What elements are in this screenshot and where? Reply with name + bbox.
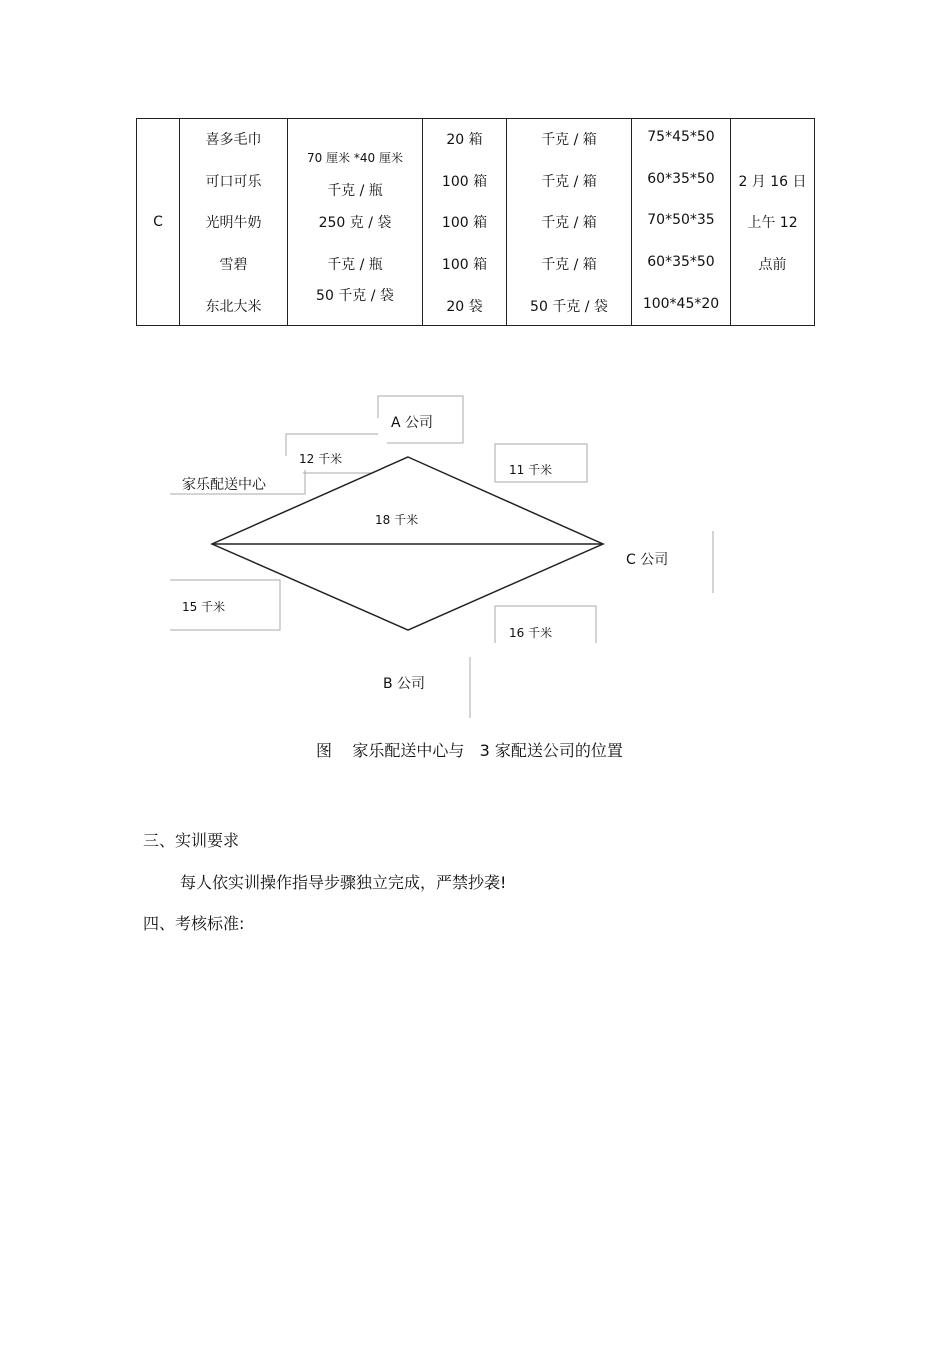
unit-item: 千克 / 箱 — [541, 174, 597, 190]
location-diagram — [0, 380, 950, 730]
c-company-label: C 公司 — [626, 552, 669, 568]
size-cell — [632, 119, 731, 326]
spec-item: 250 克 / 袋 — [318, 215, 392, 231]
section4-title: 四、考核标准: — [143, 914, 245, 933]
qty-item: 100 箱 — [441, 257, 488, 273]
dist-15-label: 15 千米 — [182, 600, 226, 614]
qty-cell — [423, 119, 507, 326]
dist-12-label: 12 千米 — [299, 452, 343, 466]
goods-item: 东北大米 — [205, 299, 262, 315]
size-item: 100*45*20 — [642, 296, 720, 312]
spec-cell — [288, 119, 423, 326]
a-company-label: A 公司 — [391, 415, 434, 431]
group-cell — [137, 119, 180, 326]
center-label: 家乐配送中心 — [182, 477, 266, 493]
dist-16-label: 16 千米 — [509, 626, 553, 640]
dist-11-label: 11 千米 — [509, 463, 553, 477]
section3-title: 三、实训要求 — [143, 831, 240, 850]
size-item: 70*50*35 — [647, 212, 715, 228]
figure-caption: 图 家乐配送中心与 3 家配送公司的位置 — [316, 741, 623, 760]
goods-item: 光明牛奶 — [205, 215, 262, 231]
section3-body: 每人依实训操作指导步骤独立完成，严禁抄袭! — [180, 873, 507, 892]
deadline-line: 2 月 16 日 — [738, 174, 807, 190]
qty-item: 100 箱 — [441, 215, 488, 231]
unit-item: 50 千克 / 袋 — [530, 299, 608, 315]
goods-item: 喜多毛巾 — [205, 132, 262, 148]
goods-item: 雪碧 — [219, 257, 248, 273]
group-label: C — [153, 214, 163, 230]
spec-item: 千克 / 瓶 — [327, 257, 383, 273]
b-company-label: B 公司 — [383, 676, 426, 692]
qty-item: 100 箱 — [441, 174, 488, 190]
size-item: 60*35*50 — [647, 254, 715, 270]
spec-item: 70 厘米 *40 厘米 — [307, 151, 403, 165]
unit-item: 千克 / 箱 — [541, 215, 597, 231]
qty-item: 20 箱 — [446, 132, 483, 148]
deadline-cell — [731, 119, 815, 326]
unit-cell — [507, 119, 632, 326]
size-item: 75*45*50 — [647, 129, 715, 145]
goods-cell — [180, 119, 288, 326]
qty-item: 20 袋 — [446, 299, 483, 315]
spec-item: 千克 / 瓶 — [327, 183, 383, 199]
dist-18-label: 18 千米 — [375, 513, 419, 527]
diagram-lines — [0, 380, 950, 730]
goods-item: 可口可乐 — [205, 174, 262, 190]
deadline-line: 上午 12 — [747, 215, 798, 231]
unit-item: 千克 / 箱 — [541, 132, 597, 148]
size-item: 60*35*50 — [647, 171, 715, 187]
goods-table — [136, 118, 815, 326]
spec-item: 50 千克 / 袋 — [316, 288, 394, 304]
deadline-line: 点前 — [758, 257, 787, 273]
unit-item: 千克 / 箱 — [541, 257, 597, 273]
